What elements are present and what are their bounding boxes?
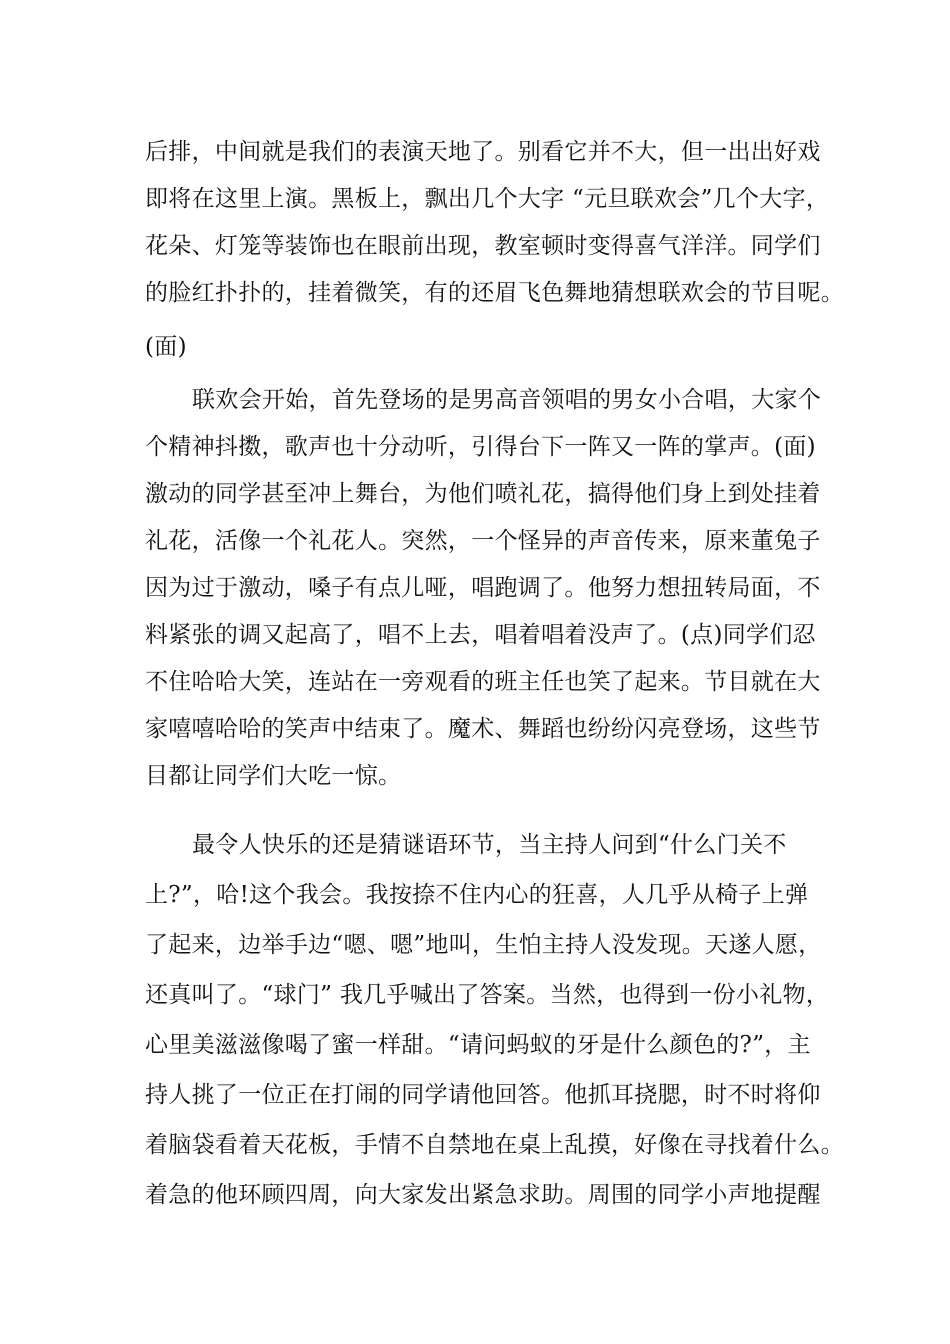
text-line: 料紧张的调又起高了，唱不上去，唱着唱着没声了。(点)同学们忍 — [145, 622, 816, 648]
text-line: 了起来，边举手边“嗯、嗯”地叫，生怕主持人没发现。天遂人愿， — [145, 932, 822, 958]
text-line: 因为过于激动，嗓子有点儿哑，唱跑调了。他努力想扭转局面，不 — [145, 575, 821, 601]
text-line: 上?”，哈!这个我会。我按捺不住内心的狂喜，人几乎从椅子上弹 — [145, 882, 809, 908]
text-line: 即将在这里上演。黑板上，飘出几个大字 “元旦联欢会”几个大字， — [145, 186, 830, 212]
text-line: 着急的他环顾四周，向大家发出紧急求助。周围的同学小声地提醒 — [145, 1182, 821, 1208]
text-line: 持人挑了一位正在打闹的同学请他回答。他抓耳挠腮，时不时将仰 — [145, 1082, 821, 1108]
text-line: 着脑袋看着天花板，手情不自禁地在桌上乱摸，好像在寻找着什么。 — [145, 1132, 844, 1158]
text-line: 心里美滋滋像喝了蜜一样甜。“请问蚂蚁的牙是什么颜色的?”，主 — [145, 1032, 811, 1058]
paragraph-first-line: 最令人快乐的还是猜谜语环节，当主持人问到“什么门关不 — [192, 832, 787, 858]
text-line: 个精神抖擞，歌声也十分动听，引得台下一阵又一阵的掌声。(面) — [145, 434, 816, 460]
text-line: 不住哈哈大笑，连站在一旁观看的班主任也笑了起来。节目就在大 — [145, 669, 821, 695]
text-line: 后排，中间就是我们的表演天地了。别看它并不大，但一出出好戏 — [145, 139, 821, 165]
text-line: 花朵、灯笼等装饰也在眼前出现，教室顿时变得喜气洋洋。同学们 — [145, 233, 821, 259]
text-line: 目都让同学们大吃一惊。 — [145, 763, 402, 789]
text-line: (面) — [145, 334, 187, 360]
paragraph-first-line: 联欢会开始，首先登场的是男高音领唱的男女小合唱，大家个 — [192, 387, 822, 413]
text-line: 的脸红扑扑的，挂着微笑，有的还眉飞色舞地猜想联欢会的节目呢。 — [145, 280, 844, 306]
text-line: 家嘻嘻哈哈的笑声中结束了。魔术、舞蹈也纷纷闪亮登场，这些节 — [145, 716, 821, 742]
text-line: 还真叫了。“球门” 我几乎喊出了答案。当然，也得到一份小礼物， — [145, 982, 830, 1008]
text-line: 激动的同学甚至冲上舞台，为他们喷礼花，搞得他们身上到处挂着 — [145, 481, 821, 507]
text-line: 礼花，活像一个礼花人。突然，一个怪异的声音传来，原来董兔子 — [145, 528, 821, 554]
